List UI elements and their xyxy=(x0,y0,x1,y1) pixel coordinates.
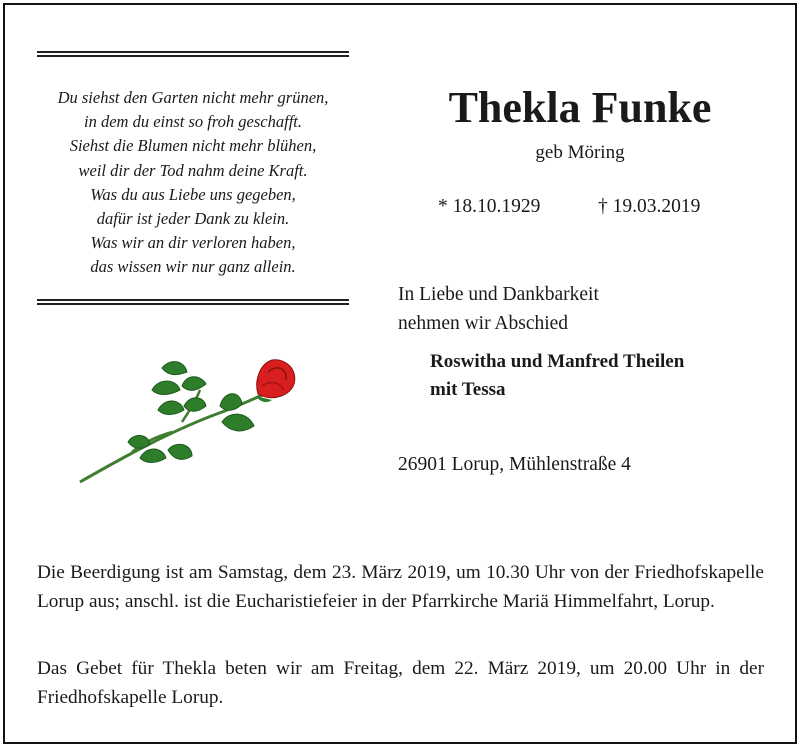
maiden-name: geb Möring xyxy=(535,142,625,163)
farewell-line: nehmen wir Abschied xyxy=(398,313,569,334)
bottom-double-rule xyxy=(37,299,349,305)
memorial-poem xyxy=(30,86,356,280)
birth-date: * 18.10.1929 xyxy=(438,196,541,217)
rose-icon xyxy=(72,350,302,490)
poem-line: Siehst die Blumen nicht mehr blühen, xyxy=(69,136,317,156)
poem-line: Was wir an dir verloren haben, xyxy=(90,233,296,253)
poem-line: Du siehst den Garten nicht mehr grünen, xyxy=(57,88,329,107)
poem-line: weil dir der Tod nahm deine Kraft. xyxy=(78,160,308,180)
family-address: 26901 Lorup, Mühlenstraße 4 xyxy=(398,454,631,475)
poem-line: das wissen wir nur ganz allein. xyxy=(90,257,296,277)
top-double-rule xyxy=(37,51,349,57)
mourners-line: Roswitha und Manfred Theilen xyxy=(430,351,685,372)
farewell-line: In Liebe und Dankbarkeit xyxy=(398,284,599,305)
mourners-names xyxy=(430,348,684,404)
poem-line: Was du aus Liebe uns gegeben, xyxy=(90,184,296,204)
prayer-details-paragraph: Das Gebet für Thekla beten wir am Freitag, dem 22. März 2019, um 20.00 Uhr in der Friedhofskapelle Lorup. xyxy=(37,658,764,709)
funeral-details-paragraph: Die Beerdigung ist am Samstag, dem 23. März 2019, um 10.30 Uhr von der Friedhofskapelle Lorup aus; anschl. ist die Eucharistiefeier in der Pfarrkirche Mariä Himmelfahrt, Lorup. xyxy=(37,562,764,613)
poem-line: in dem du einst so froh geschafft. xyxy=(84,112,302,132)
deceased-name: Thekla Funke xyxy=(448,83,712,132)
poem-line: dafür ist jeder Dank zu klein. xyxy=(96,209,290,229)
death-date: † 19.03.2019 xyxy=(598,196,701,217)
farewell-text xyxy=(398,280,599,338)
mourners-line: mit Tessa xyxy=(430,379,506,400)
